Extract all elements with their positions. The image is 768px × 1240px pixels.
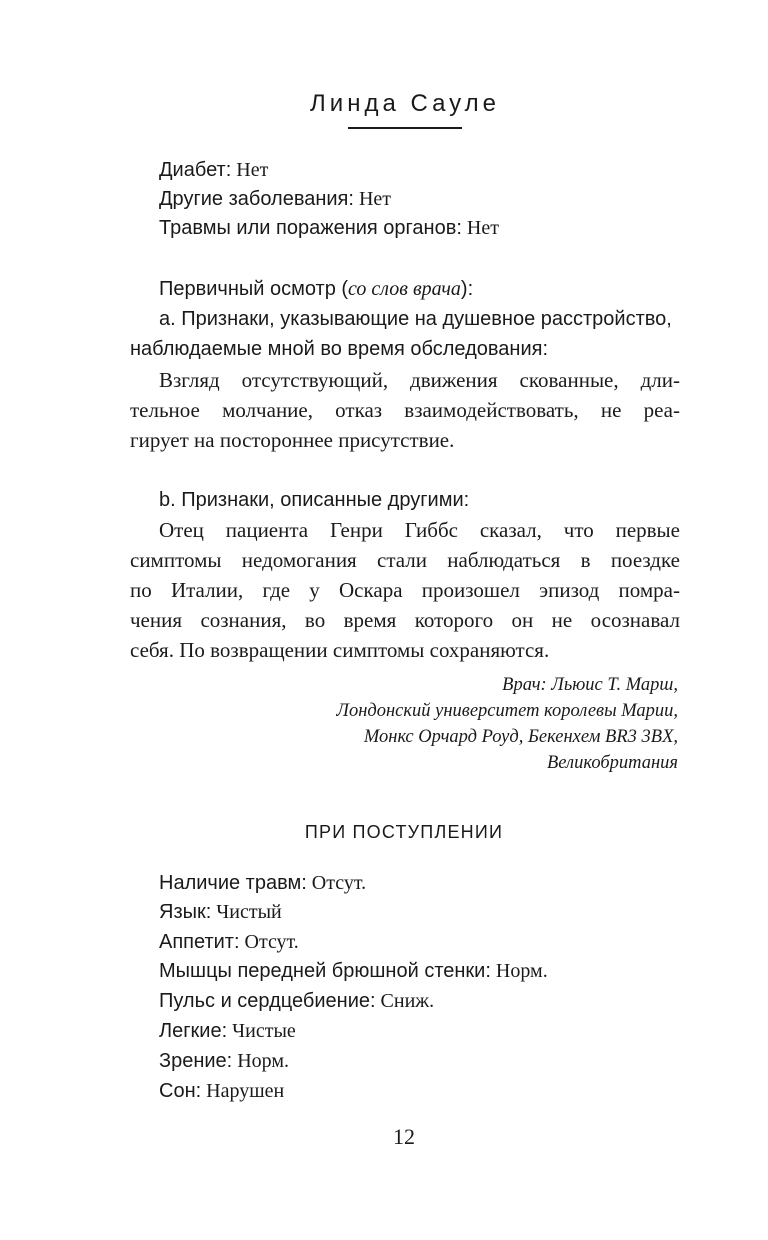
admission-item	[159, 986, 434, 1016]
admission-label: Аппетит:	[159, 931, 240, 953]
admission-title: ПРИ ПОСТУПЛЕНИИ	[304, 822, 504, 842]
exam-title-italic: со слов врача	[348, 278, 461, 300]
admission-label: Зрение:	[159, 1050, 233, 1072]
page-number: 12	[393, 1124, 415, 1149]
history-label: Другие заболевания:	[159, 188, 354, 210]
exam-a-text-line: Взгляд отсутствующий, движения скованные, дли-	[159, 368, 680, 392]
exam-b-text-line: по Италии, где у Оскара произошел эпизод помра-	[130, 578, 680, 602]
history-value: Нет	[236, 159, 269, 181]
admission-item	[159, 1016, 296, 1046]
admission-value: Чистые	[232, 1020, 296, 1042]
admission-value: Норм.	[237, 1050, 290, 1072]
history-value: Нет	[358, 188, 392, 210]
admission-value: Норм.	[495, 960, 548, 982]
signature-line: Монкс Орчард Роуд, Бекенхем BR3 3BX,	[363, 727, 678, 747]
admission-value: Нарушен	[206, 1080, 285, 1102]
admission-label: Легкие:	[159, 1020, 228, 1042]
admission-value: Отсут.	[244, 931, 299, 953]
history-value: Нет	[466, 217, 499, 239]
admission-item	[159, 1076, 284, 1106]
exam-a-heading-2: наблюдаемые мной во время обследования:	[130, 338, 549, 360]
exam-a-heading-1: a. Признаки, указывающие на душевное расстройство,	[159, 308, 672, 330]
history-injuries	[159, 213, 499, 243]
exam-b-text-line: симптомы недомогания стали наблюдаться в поездке	[130, 548, 680, 572]
exam-title-pre: Первичный осмотр (	[159, 278, 349, 300]
signature-line: Лондонский университет королевы Марии,	[336, 701, 678, 721]
admission-item	[159, 868, 366, 898]
history-other-diseases	[159, 184, 391, 214]
exam-b-text-line: Отец пациента Генри Гиббс сказал, что первые	[159, 518, 680, 542]
history-label: Диабет:	[159, 159, 232, 181]
admission-value: Сниж.	[380, 990, 435, 1012]
admission-label: Пульс и сердцебиение:	[159, 990, 376, 1012]
running-header: Линда Сауле	[310, 90, 500, 117]
exam-b-heading: b. Признаки, описанные другими:	[159, 489, 470, 511]
signature-line: Великобритания	[547, 753, 678, 773]
signature-line: Врач: Льюис Т. Марш,	[502, 675, 678, 695]
admission-item	[159, 956, 548, 986]
history-diabetes	[159, 155, 268, 185]
exam-a-text-line: гирует на постороннее присутствие.	[130, 428, 455, 452]
admission-label: Сон:	[159, 1080, 202, 1102]
admission-value: Отсут.	[311, 872, 367, 894]
admission-item	[159, 897, 282, 927]
admission-label: Язык:	[159, 901, 212, 923]
admission-value: Чистый	[216, 901, 282, 923]
admission-item	[159, 1046, 289, 1076]
exam-a-text-line: тельное молчание, отказ взаимодействовать, не реа-	[130, 398, 680, 422]
history-label: Травмы или поражения органов:	[159, 217, 462, 239]
exam-title	[159, 274, 473, 304]
header-rule	[348, 127, 462, 129]
admission-item	[159, 927, 299, 957]
exam-b-text-line: чения сознания, во время которого он не осознавал	[130, 608, 680, 632]
admission-label: Наличие травм:	[159, 872, 307, 894]
admission-label: Мышцы передней брюшной стенки:	[159, 960, 491, 982]
exam-title-post: ):	[460, 278, 474, 300]
exam-b-text-line: себя. По возвращении симптомы сохраняются.	[130, 638, 550, 662]
